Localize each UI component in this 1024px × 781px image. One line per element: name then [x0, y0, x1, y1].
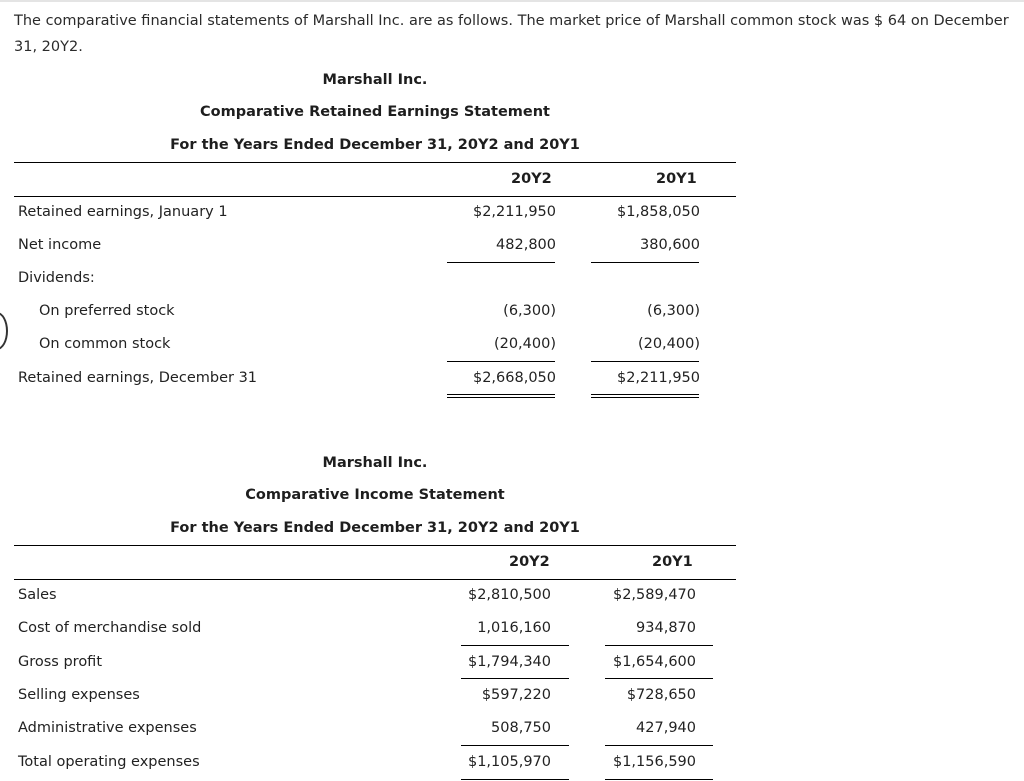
row-value-20y1: $1,858,050 — [616, 204, 700, 220]
is-statement-period: For the Years Ended December 31, 20Y2 and 20Y1 — [170, 520, 580, 536]
row-label: On preferred stock — [39, 303, 175, 319]
row-value-20y2: $597,220 — [481, 687, 551, 703]
table-row — [14, 613, 736, 646]
re-col-20y2: 20Y2 — [511, 171, 552, 187]
is-gross-profit-underline-20y1 — [605, 678, 713, 679]
row-label: Net income — [18, 237, 102, 253]
row-label: Retained earnings, December 31 — [18, 370, 258, 386]
is-column-headers — [14, 546, 736, 579]
row-value-20y2: $1,794,340 — [467, 654, 551, 670]
re-total-double-underline-20y2 — [447, 394, 555, 398]
row-label: Cost of merchandise sold — [18, 620, 202, 636]
row-label: Sales — [18, 587, 57, 603]
table-row — [14, 230, 736, 263]
re-col-20y1: 20Y1 — [656, 171, 697, 187]
row-value-20y1: $2,589,470 — [612, 587, 696, 603]
is-total-opex-underline-20y1 — [605, 779, 713, 780]
row-value-20y1: $1,654,600 — [612, 654, 696, 670]
table-row — [14, 647, 736, 680]
row-value-20y1: (20,400) — [637, 336, 700, 352]
row-value-20y1: (6,300) — [647, 303, 700, 319]
re-column-headers — [14, 163, 736, 196]
row-label: Dividends: — [18, 270, 95, 286]
row-label: Gross profit — [18, 654, 103, 670]
is-admin-underline-20y1 — [605, 745, 713, 746]
table-row — [14, 713, 736, 746]
row-value-20y2: 508,750 — [491, 720, 551, 736]
row-value-20y2: $2,211,950 — [472, 204, 556, 220]
side-scroll-marker — [0, 312, 8, 350]
row-value-20y2: 1,016,160 — [477, 620, 551, 636]
re-company-name: Marshall Inc. — [322, 72, 428, 88]
row-label: Total operating expenses — [18, 754, 200, 770]
row-label: On common stock — [39, 336, 171, 352]
row-label: Administrative expenses — [18, 720, 197, 736]
row-value-20y1: 934,870 — [636, 620, 696, 636]
table-row — [14, 197, 736, 230]
row-value-20y2: $2,668,050 — [472, 370, 556, 386]
top-border — [0, 0, 1024, 2]
is-gross-profit-underline-20y2 — [461, 678, 569, 679]
re-dividends-underline-20y2 — [447, 361, 555, 362]
re-total-double-underline-20y1 — [591, 394, 699, 398]
row-value-20y2: $1,105,970 — [467, 754, 551, 770]
re-statement-period: For the Years Ended December 31, 20Y2 and 20Y1 — [170, 137, 580, 153]
is-statement-title: Comparative Income Statement — [245, 487, 505, 503]
row-value-20y1: $728,650 — [626, 687, 696, 703]
row-label: Retained earnings, January 1 — [18, 204, 228, 220]
table-row — [14, 747, 736, 780]
is-col-20y1: 20Y1 — [652, 554, 693, 570]
re-statement-title: Comparative Retained Earnings Statement — [200, 104, 550, 120]
is-cogs-underline-20y2 — [461, 645, 569, 646]
row-value-20y1: $1,156,590 — [612, 754, 696, 770]
row-label: Selling expenses — [18, 687, 140, 703]
is-cogs-underline-20y1 — [605, 645, 713, 646]
re-dividends-underline-20y1 — [591, 361, 699, 362]
row-value-20y1: $2,211,950 — [616, 370, 700, 386]
table-row — [14, 580, 736, 613]
row-value-20y2: $2,810,500 — [467, 587, 551, 603]
row-value-20y1: 380,600 — [640, 237, 700, 253]
is-company-name: Marshall Inc. — [322, 455, 428, 471]
row-value-20y2: 482,800 — [496, 237, 556, 253]
row-value-20y1: 427,940 — [636, 720, 696, 736]
row-value-20y2: (20,400) — [493, 336, 556, 352]
is-total-opex-underline-20y2 — [461, 779, 569, 780]
table-row — [14, 263, 736, 296]
problem-intro: The comparative financial statements of Marshall Inc. are as follows. The market price of Marshall common stock was $ 64 on December 31, 20Y2. — [14, 13, 1009, 55]
table-row — [14, 363, 736, 396]
table-row — [14, 680, 736, 713]
is-admin-underline-20y2 — [461, 745, 569, 746]
is-col-20y2: 20Y2 — [509, 554, 550, 570]
table-row — [14, 296, 736, 329]
table-row — [14, 329, 736, 362]
row-value-20y2: (6,300) — [503, 303, 556, 319]
